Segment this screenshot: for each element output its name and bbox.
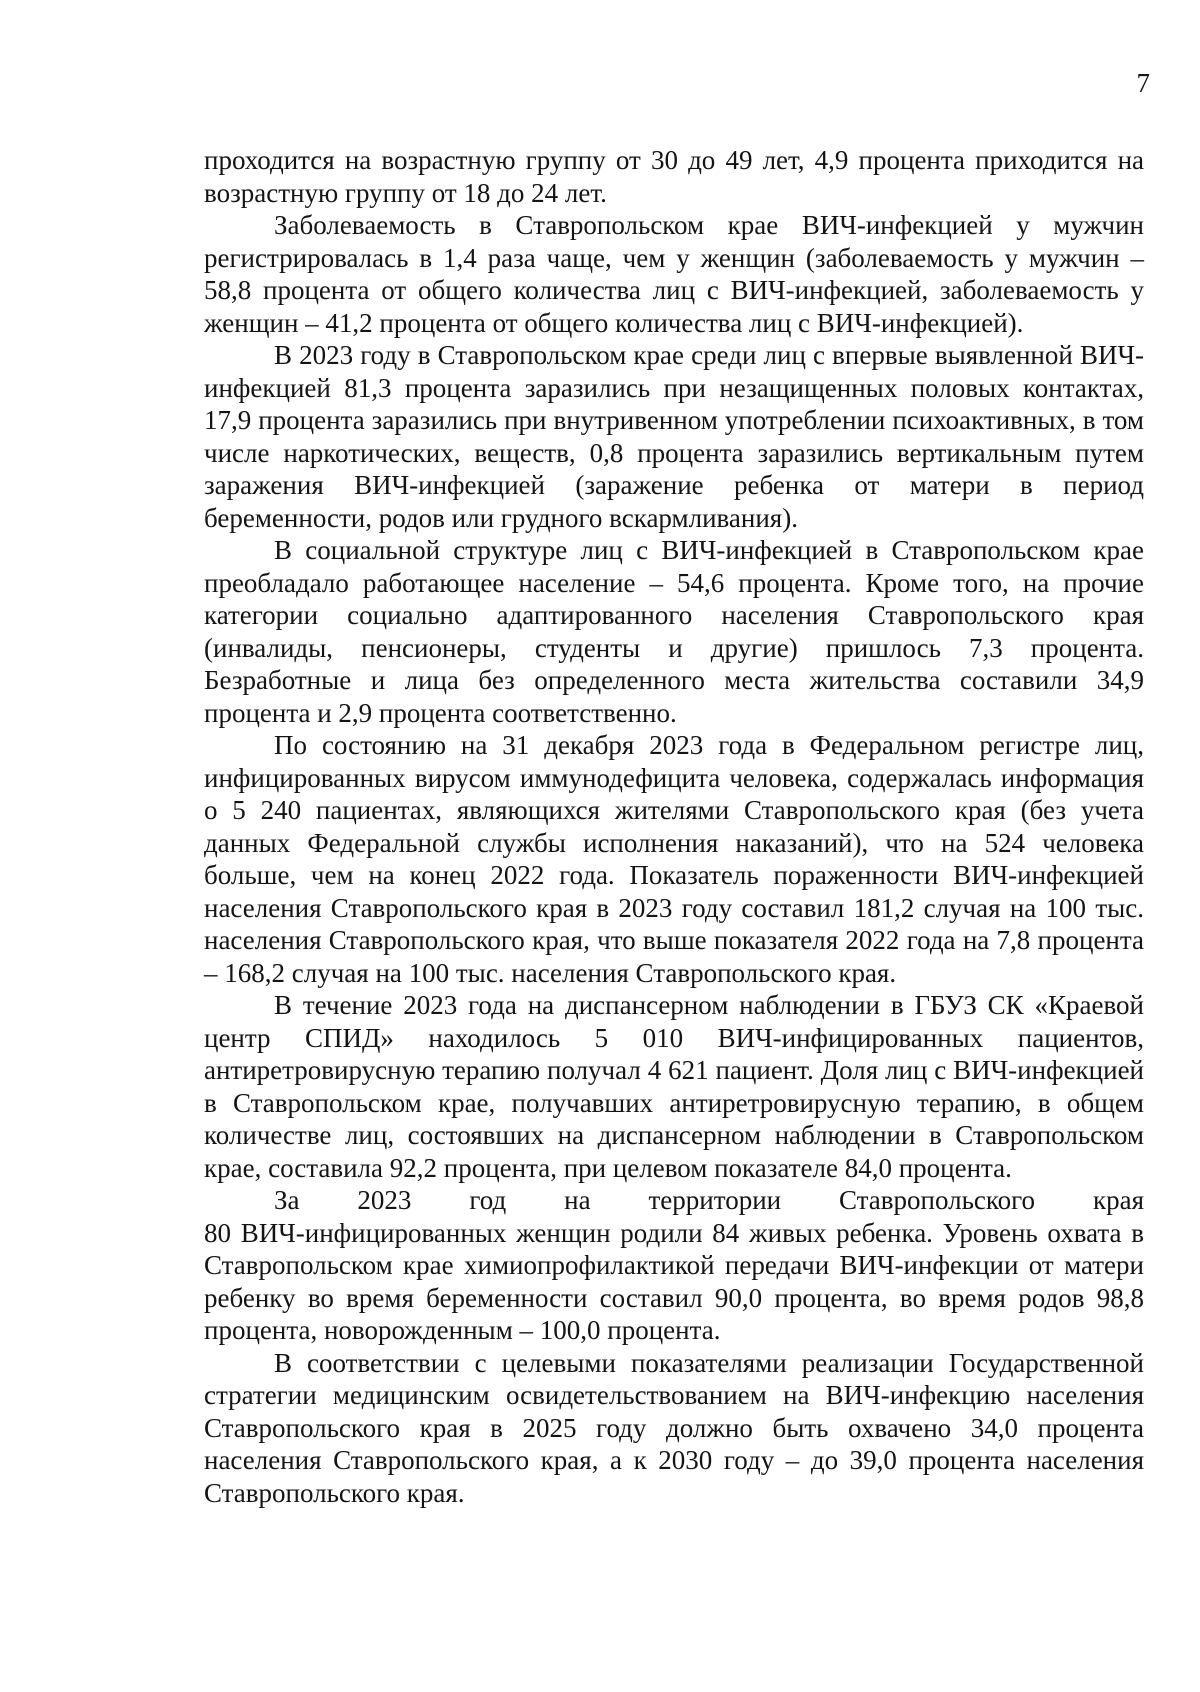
paragraph-federal-register: По состоянию на 31 декабря 2023 года в Федеральном регистре лиц, инфицированных вирусом иммунодефицита человека, содержалась информация о 5 240 пациентах, являющихся жителями Ставропольского края (без учета данных Федеральной службы исполнения наказаний), что на 524 человека больше, чем на конец 2022 года. Показатель пораженности ВИЧ-инфекцией населения Ставропольского края в 2023 году составил 181,2 случая на 100 тыс. населения Ставропольского края, что выше показателя 2022 года на 7,8 процента – 168,2 случая на 100 тыс. населения Ставропольского края. (204, 730, 1144, 988)
paragraph-dispensary-observation: В течение 2023 года на диспансерном наблюдении в ГБУЗ СК «Краевой центр СПИД» находилось 5 010 ВИЧ-инфицированных пациентов, антиретровирусную терапию получал 4 621 пациент. Доля лиц с ВИЧ-инфекцией в Ставропольском крае, получавших антиретровирусную терапию, в общем количестве лиц, состоявших на диспансерном наблюдении в Ставропольском крае, составила 92,2 процента, при целевом показателе 84,0 процента. (204, 990, 1144, 1183)
page-number: 7 (1136, 68, 1150, 98)
document-body (204, 144, 1144, 1509)
paragraph-age-groups: проходится на возрастную группу от 30 до 49 лет, 4,9 процента приходится на возрастную группу от 18 до 24 лет. (204, 145, 1144, 208)
paragraph-transmission-routes: В 2023 году в Ставропольском крае среди лиц с впервые выявленной ВИЧ-инфекцией 81,3 процента заразились при незащищенных половых контактах, 17,9 процента заразились при внутривенном употреблении психоактивных, в том числе наркотических, веществ, 0,8 процента заразились вертикальным путем заражения ВИЧ-инфекцией (заражение ребенка от матери в период беременности, родов или грудного вскармливания). (204, 340, 1144, 533)
paragraph-births-continued: 80 ВИЧ-инфицированных женщин родили 84 живых ребенка. Уровень охвата в Ставропольском крае химиопрофилактикой передачи ВИЧ-инфекции от матери ребенку во время беременности составил 90,0 процента, во время родов 98,8 процента, новорожденным – 100,0 процента. (204, 1217, 1144, 1345)
paragraph-births-lead: За 2023 год на территории Ставропольского края (274, 1185, 1144, 1215)
paragraph-social-structure: В социальной структуре лиц с ВИЧ-инфекцией в Ставропольском крае преобладало работающее население – 54,6 процента. Кроме того, на прочие категории социально адаптированного населения Ставропольского края (инвалиды, пенсионеры, студенты и другие) пришлось 7,3 процента. Безработные и лица без определенного места жительства составили 34,9 процента и 2,9 процента соответственно. (204, 535, 1144, 728)
paragraph-gender-incidence: Заболеваемость в Ставропольском крае ВИЧ-инфекцией у мужчин регистрировалась в 1,4 раза чаще, чем у женщин (заболеваемость у мужчин – 58,8 процента от общего количества лиц с ВИЧ-инфекцией, заболеваемость у женщин – 41,2 процента от общего количества лиц с ВИЧ-инфекцией). (204, 210, 1144, 338)
paragraph-strategy-targets: В соответствии с целевыми показателями реализации Государственной стратегии медицинским освидетельствованием на ВИЧ-инфекцию населения Ставропольского края в 2025 году должно быть охвачено 34,0 процента населения Ставропольского края, а к 2030 году – до 39,0 процента населения Ставропольского края. (204, 1347, 1144, 1508)
